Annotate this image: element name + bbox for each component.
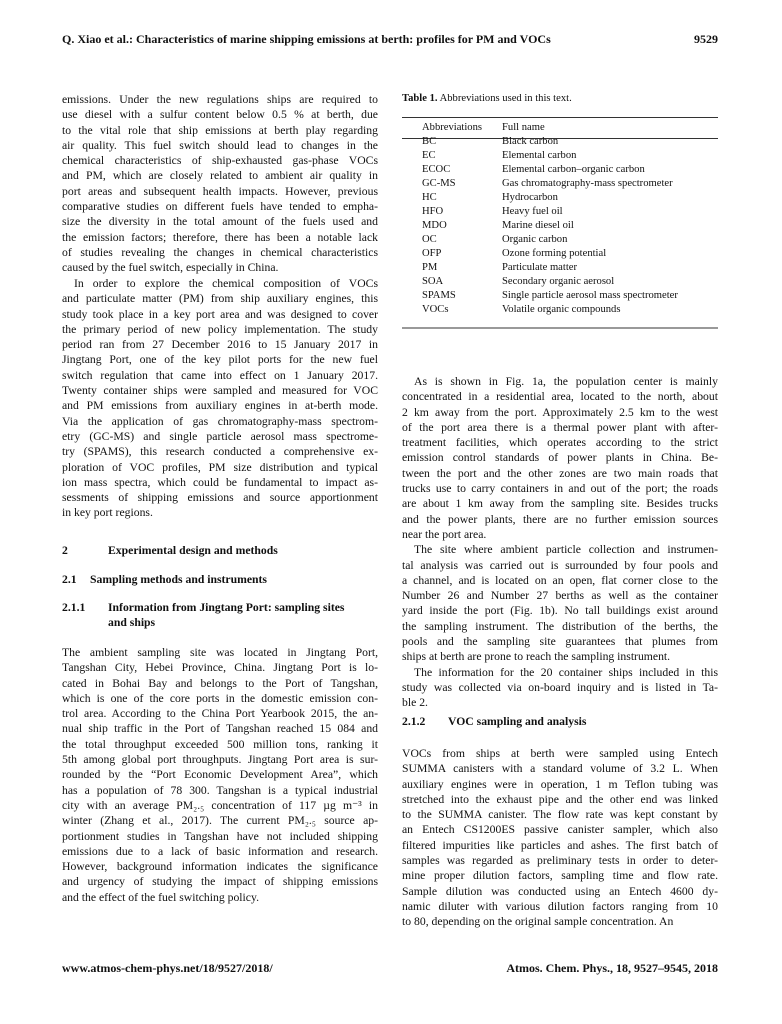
- text-line: 2 km away from the port. Approximately 2.5 km to the west: [402, 405, 718, 419]
- text-line: The ambient sampling site was located in Jingtang Port,: [62, 646, 378, 659]
- text-line: However, background information indicates the significance: [62, 860, 378, 874]
- section-number: 2.1.2: [402, 715, 426, 728]
- text-line: Jingtang Port, one of the key pilot ports for the new fuel: [62, 353, 378, 367]
- full-name-cell: Black carbon: [502, 136, 559, 147]
- text-line: Sample dilution was conducted using an Entech 4600 dy-: [402, 884, 718, 898]
- text-line: tal analysis was carried out is surrounded by four pools and: [402, 558, 718, 572]
- text-line: SUMMA canisters with a standard volume of 3.2 L. When: [402, 762, 718, 776]
- text-line: ships at berth are prone to reach the sampling instrument.: [402, 650, 671, 664]
- text-line: VOCs from ships at berth were sampled using Entech: [402, 747, 718, 760]
- journal-url[interactable]: www.atmos-chem-phys.net/18/9527/2018/: [62, 961, 273, 975]
- text-line: study was collected via on-board inquiry and is listed in Ta-: [402, 680, 718, 694]
- text-line: and particulate matter (PM) from ship auxiliary engines, this: [62, 292, 378, 306]
- section-number: 2.1.1: [62, 601, 86, 614]
- text-line: filtered impurities like particles and ashes. The first batch of: [402, 838, 718, 852]
- text-line: As is shown in Fig. 1a, the population center is mainly: [414, 375, 718, 388]
- text-line: and the effect of the fuel switching policy.: [62, 890, 259, 904]
- text-line: the sampling instrument. The distribution of the berths, the: [402, 619, 718, 633]
- text-line: tween the port and the other zones are two main roads that: [402, 466, 718, 480]
- abbreviation-cell: SPAMS: [422, 290, 456, 301]
- section-title: VOC sampling and analysis: [448, 715, 587, 728]
- table-row: [422, 219, 678, 233]
- table-label: Table 1.: [402, 93, 438, 104]
- text-line: an Entech CS1200ES passive canister sampler, which also: [402, 823, 718, 837]
- text-line: and the power plants, there are no further emission sources: [402, 512, 718, 526]
- full-name-cell: Particulate matter: [502, 262, 578, 273]
- table-row: [422, 275, 678, 289]
- text-line: yard inside the port (Fig. 1b). No tall buildings exist around: [402, 604, 718, 618]
- text-line: study took place in a key port area and was designed to cover: [62, 307, 378, 321]
- text-line: sessments of shipping emissions and source apportionment: [62, 491, 378, 505]
- text-line: The information for the 20 container ships included in this: [414, 665, 718, 679]
- table-row: [422, 205, 678, 219]
- full-name-cell: Organic carbon: [502, 234, 568, 245]
- table-row: [422, 233, 678, 247]
- text-line: namic diluter with various dilution factors ranging from 10: [402, 899, 718, 913]
- text-line: and PM emissions from auxiliary engines in at-berth mode.: [62, 399, 378, 413]
- text-line: the primary period of new policy implementation. The study: [62, 322, 378, 336]
- text-line: mine proper dilution factors, sampling time and flow rate.: [402, 869, 718, 883]
- abbreviations-table: [422, 121, 678, 317]
- text-line: has a population of 78 300. Tangshan is a typical industrial: [62, 783, 378, 797]
- text-line: treatment facilities, which operates according to the strict: [402, 436, 718, 450]
- column-header: Full name: [502, 122, 545, 133]
- full-name-cell: Hydrocarbon: [502, 192, 558, 203]
- paragraph: [62, 92, 378, 276]
- text-line: caused by the fuel switch, especially in China.: [62, 261, 279, 275]
- text-line: auxiliary engines were in operation, 1 m Teflon tubing was: [402, 777, 718, 791]
- abbreviation-cell: VOCs: [422, 304, 449, 315]
- text-line: Tangshan City, Hebei Province, China. Jingtang Port is lo-: [62, 661, 378, 675]
- text-line: portionment studies in Tangshan have not included shipping: [62, 829, 378, 843]
- full-name-cell: Ozone forming potential: [502, 248, 607, 259]
- section-title: Information from Jingtang Port: sampling sites: [108, 601, 345, 614]
- text-line: chemical characteristics of ship-exhausted gas-phase VOCs: [62, 154, 378, 168]
- text-line: and urgency of studying the impact of shipping emissions: [62, 875, 378, 889]
- table-row: [422, 191, 678, 205]
- text-line: nual ship traffic in the Port of Tangshan reached 15 084 and: [62, 722, 378, 736]
- paragraph: [62, 645, 378, 905]
- section-heading: [62, 543, 278, 558]
- text-line: samples was regarded as preliminary tests in order to deter-: [402, 854, 718, 868]
- table-row: [422, 163, 678, 177]
- abbreviation-cell: HFO: [422, 206, 444, 217]
- text-line: rounded by the “Port Economic Development Area”, which: [62, 768, 378, 782]
- paragraph: [402, 746, 718, 930]
- text-line: in key port regions.: [62, 506, 153, 520]
- abbreviation-cell: SOA: [422, 276, 444, 287]
- paragraph: [402, 665, 718, 711]
- page-number: 9529: [694, 32, 718, 46]
- text-line: Number 26 and Number 27 berths as well as the container: [402, 589, 718, 603]
- full-name-cell: Secondary organic aerosol: [502, 276, 615, 287]
- section-title: Experimental design and methods: [108, 544, 278, 557]
- abbreviation-cell: GC-MS: [422, 178, 456, 189]
- text-line: period ran from 27 December 2016 to 15 January 2017 in: [62, 338, 378, 352]
- text-line: air quality. This fuel switch should lead to changes in the: [62, 138, 378, 152]
- text-line: comparative studies on different fuels have tended to empha-: [62, 200, 378, 214]
- text-line: port areas and subsequent health impacts. However, previous: [62, 184, 378, 198]
- subsubsection-heading: [62, 600, 344, 631]
- table-row: [422, 149, 678, 163]
- table-row: [422, 289, 678, 303]
- text-line: winter (Zhang et al., 2017). The current PM₂.₅ source ap-: [62, 814, 378, 828]
- journal-citation: Atmos. Chem. Phys., 18, 9527–9545, 2018: [506, 961, 718, 975]
- abbreviation-cell: PM: [422, 262, 438, 273]
- table-bottom-rule: [402, 327, 718, 329]
- text-line: of the port area there is a thermal power plant with after-: [402, 420, 718, 434]
- full-name-cell: Single particle aerosol mass spectrometer: [502, 290, 678, 301]
- full-name-cell: Volatile organic compounds: [502, 304, 621, 315]
- text-line: and PM, which are closely related to ambient air quality in: [62, 169, 378, 183]
- text-line: ion mass spectra, which could be fundamental to impact as-: [62, 475, 378, 489]
- text-line: size the diversity in the total amount of the fuels used and: [62, 215, 378, 229]
- text-line: to the vital role that ship emissions at berth play regarding: [62, 123, 378, 137]
- full-name-cell: Elemental carbon–organic carbon: [502, 164, 645, 175]
- text-line: the total throughput exceeded 500 million tons, ranking it: [62, 737, 378, 751]
- text-line: use diesel with a sulfur content below 0.5 % at berth, due: [62, 108, 378, 122]
- text-line: to 80, depending on the original sample concentration. An: [402, 915, 674, 929]
- abbreviation-cell: MDO: [422, 220, 447, 231]
- text-line: to the SUMMA canister. The flow rate was kept constant by: [402, 808, 718, 822]
- text-line: Via the application of gas chromatography-mass spectrom-: [62, 414, 378, 428]
- text-line: the emission factors; therefore, there has been a notable lack: [62, 230, 378, 244]
- text-line: etry (GC-MS) and single particle aerosol mass spectrome-: [62, 429, 378, 443]
- table-caption: [402, 93, 572, 104]
- table-header-row: [422, 121, 678, 135]
- abbreviation-cell: ECOC: [422, 164, 451, 175]
- text-line: Twenty container ships were sampled and measured for VOC: [62, 384, 378, 398]
- column-header: Abbreviations: [422, 122, 483, 133]
- table-row: [422, 247, 678, 261]
- abbreviation-cell: OC: [422, 234, 437, 245]
- text-line: The site where ambient particle collection and instrumen-: [414, 543, 718, 557]
- text-line: try (SPAMS), this research conducted a comprehensive ex-: [62, 445, 378, 459]
- right-column-flow: [402, 374, 718, 711]
- table-top-rule: [402, 117, 718, 118]
- text-line: 5th among global port throughputs. Jingtang Port area is sur-: [62, 753, 378, 767]
- full-name-cell: Marine diesel oil: [502, 220, 574, 231]
- paragraph: [62, 276, 378, 521]
- abbreviation-cell: OFP: [422, 248, 442, 259]
- text-line: which is one of the core ports in the domestic emission con-: [62, 691, 378, 705]
- running-title: Q. Xiao et al.: Characteristics of marine shipping emissions at berth: profiles for PM and VOCs: [62, 32, 551, 46]
- table-row: [422, 135, 678, 149]
- full-name-cell: Gas chromatography-mass spectrometer: [502, 178, 673, 189]
- section-title: Sampling methods and instruments: [90, 573, 267, 586]
- full-name-cell: Heavy fuel oil: [502, 206, 563, 217]
- text-line: ploration of VOC profiles, PM size distribution and typical: [62, 460, 378, 474]
- table-row: [422, 177, 678, 191]
- text-line: trucks use to carry containers in and out of the port; the roads: [402, 482, 718, 496]
- section-number: 2.1: [62, 573, 77, 586]
- text-line: of studies revealing the changes in chemical characteristics: [62, 245, 378, 259]
- table-row: [422, 261, 678, 275]
- text-line: trol area. According to the China Port Yearbook 2015, the an-: [62, 707, 378, 721]
- subsection-heading: [62, 572, 267, 587]
- text-line: pools and the sampling site guarantees that plumes from: [402, 635, 718, 649]
- abbreviation-cell: BC: [422, 136, 437, 147]
- text-line: concentrated in a residential area, located to the north, about: [402, 390, 718, 404]
- subsubsection-heading: [402, 714, 586, 729]
- text-line: emissions. Under the new regulations ships are required to: [62, 93, 378, 106]
- table-row: [422, 303, 678, 317]
- text-line: near the port area.: [402, 527, 487, 541]
- text-line: are about 1 km away from the sampling site. Besides trucks: [402, 497, 718, 511]
- section-number: 2: [62, 544, 68, 557]
- section-title-continued: and ships: [108, 616, 156, 630]
- text-line: cated in Bohai Bay and belongs to the Port of Tangshan,: [62, 676, 378, 690]
- text-line: city with an average PM₂.₅ concentration of 117 µg m⁻³ in: [62, 798, 378, 812]
- abbreviation-cell: HC: [422, 192, 437, 203]
- text-line: emissions due to a lack of basic information and research.: [62, 844, 378, 858]
- abbreviation-cell: EC: [422, 150, 436, 161]
- full-name-cell: Elemental carbon: [502, 150, 577, 161]
- text-line: stretched into the exhaust pipe and the other end was linked: [402, 792, 718, 806]
- text-line: ble 2.: [402, 696, 428, 710]
- text-line: switch regulation that came into effect on 1 January 2017.: [62, 368, 378, 382]
- table-caption-text: Abbreviations used in this text.: [439, 93, 572, 104]
- text-line: emission control standards of power plants in China. Be-: [402, 451, 718, 465]
- paragraph: [402, 542, 718, 664]
- paragraph: [402, 374, 718, 542]
- text-line: a channel, and is located on an open, flat corner close to the: [402, 573, 718, 587]
- text-line: In order to explore the chemical composition of VOCs: [74, 277, 378, 290]
